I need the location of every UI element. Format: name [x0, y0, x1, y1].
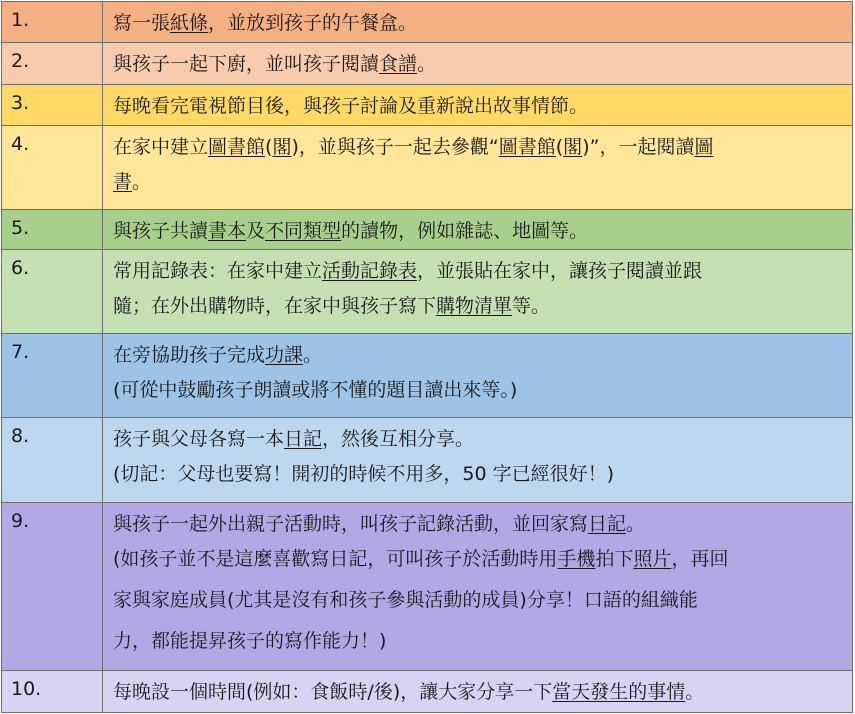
row-number: 10.	[2, 671, 103, 713]
tips-table	[1, 1, 853, 713]
text-line	[113, 286, 840, 327]
text-segment: ，然後互相分享。	[322, 428, 475, 450]
row-number: 3.	[2, 85, 103, 126]
text-segment: 力，都能提昇孩子的寫作能力！)	[113, 630, 387, 652]
underlined-keyword: 圖	[694, 136, 714, 158]
tips-table-body	[2, 2, 853, 713]
row-text	[103, 418, 853, 503]
text-line	[113, 132, 840, 162]
text-line	[113, 256, 840, 286]
table-row	[2, 85, 853, 126]
text-segment: 。	[132, 171, 152, 193]
text-line	[113, 621, 840, 662]
text-segment: 的讀物，例如雜誌、地圖等。	[341, 220, 589, 242]
text-line	[113, 509, 840, 539]
text-segment: )，並與孩子一起去參觀“	[291, 136, 499, 158]
text-segment: 寫一張	[113, 12, 171, 34]
text-segment: 與孩子一起下廚，並叫孩子閱讀	[113, 53, 380, 75]
text-segment: (切記：父母也要寫！開初的時候不用多，50 字已經很好！)	[113, 463, 615, 485]
text-line	[113, 539, 840, 580]
row-number: 5.	[2, 210, 103, 250]
text-segment: 在旁協助孩子完成	[113, 344, 266, 366]
text-segment: 等。	[512, 295, 551, 317]
text-segment: 隨；在外出購物時，在家中與孩子寫下	[113, 295, 437, 317]
text-line	[113, 370, 840, 411]
row-number: 9.	[2, 503, 103, 671]
table-row	[2, 2, 853, 43]
underlined-keyword: 圖書館	[208, 136, 266, 158]
text-segment: )”，一起閱讀	[582, 136, 695, 158]
text-line	[113, 216, 840, 246]
underlined-keyword: 功課	[265, 344, 304, 366]
underlined-keyword: 食譜	[379, 53, 418, 75]
text-segment: (可從中鼓勵孩子朗讀或將不懂的題目讀出來等。)	[113, 379, 518, 401]
row-text	[103, 671, 853, 713]
text-segment: 在家中建立	[113, 136, 209, 158]
underlined-keyword: 書本	[208, 220, 247, 242]
row-text	[103, 85, 853, 126]
text-segment: 每晚設一個時間(例如：食飯時/後)，讓大家分享一下	[113, 681, 553, 703]
underlined-keyword: 紙條	[170, 12, 209, 34]
text-line	[113, 8, 840, 38]
text-segment: 。	[685, 681, 705, 703]
table-row	[2, 671, 853, 713]
text-line	[113, 91, 840, 121]
row-text	[103, 126, 853, 210]
underlined-keyword: 書	[113, 171, 133, 193]
underlined-keyword: 閣	[563, 136, 583, 158]
text-segment: (	[265, 136, 273, 158]
text-segment: 與孩子一起外出親子活動時，叫孩子記錄活動，並回家寫	[113, 513, 589, 535]
text-segment: 每晚看完電視節目後，與孩子討論及重新說出故事情節。	[113, 95, 589, 117]
text-segment: ，並張貼在家中，讓孩子閱讀並跟	[417, 260, 703, 282]
underlined-keyword: 閣	[272, 136, 292, 158]
row-number: 1.	[2, 2, 103, 43]
table-row	[2, 250, 853, 334]
row-number: 8.	[2, 418, 103, 503]
text-segment: 。	[303, 344, 323, 366]
row-text	[103, 43, 853, 85]
text-segment: 孩子與父母各寫一本	[113, 428, 285, 450]
text-segment: (	[555, 136, 564, 158]
row-text	[103, 2, 853, 43]
table-row	[2, 126, 853, 210]
underlined-keyword: 手機	[557, 548, 596, 570]
text-line	[113, 162, 840, 203]
underlined-keyword: 購物清單	[436, 295, 513, 317]
underlined-keyword: 不同類型	[265, 220, 342, 242]
text-segment: 及	[246, 220, 266, 242]
table-row	[2, 210, 853, 250]
text-segment: 家與家庭成員(尤其是沒有和孩子參與活動的成員)分享！口語的組織能	[113, 589, 698, 611]
row-text	[103, 334, 853, 418]
table-row	[2, 503, 853, 671]
text-line	[113, 677, 840, 707]
text-segment: (如孩子並不是這麼喜歡寫日記，可叫孩子於活動時用	[113, 548, 558, 570]
underlined-keyword: 照片	[633, 548, 672, 570]
text-line	[113, 454, 840, 495]
row-number: 7.	[2, 334, 103, 418]
text-line	[113, 424, 840, 454]
text-segment: ，再回	[671, 548, 729, 570]
text-segment: 拍下	[595, 548, 634, 570]
underlined-keyword: 當天發生的事情	[552, 681, 686, 703]
text-line	[113, 580, 840, 621]
underlined-keyword: 日記	[284, 428, 323, 450]
text-line	[113, 49, 840, 79]
text-segment: 。	[626, 513, 646, 535]
text-segment: 常用記錄表：在家中建立	[113, 260, 323, 282]
row-text	[103, 210, 853, 250]
text-line	[113, 340, 840, 370]
row-text	[103, 503, 853, 671]
table-row	[2, 334, 853, 418]
row-number: 6.	[2, 250, 103, 334]
row-text	[103, 250, 853, 334]
text-segment: ，並放到孩子的午餐盒。	[208, 12, 418, 34]
row-number: 4.	[2, 126, 103, 210]
table-row	[2, 418, 853, 503]
table-row	[2, 43, 853, 85]
underlined-keyword: 圖書館	[498, 136, 556, 158]
row-number: 2.	[2, 43, 103, 85]
text-segment: 。	[417, 53, 437, 75]
text-segment: 與孩子共讀	[113, 220, 209, 242]
underlined-keyword: 活動記錄表	[322, 260, 418, 282]
underlined-keyword: 日記	[588, 513, 627, 535]
